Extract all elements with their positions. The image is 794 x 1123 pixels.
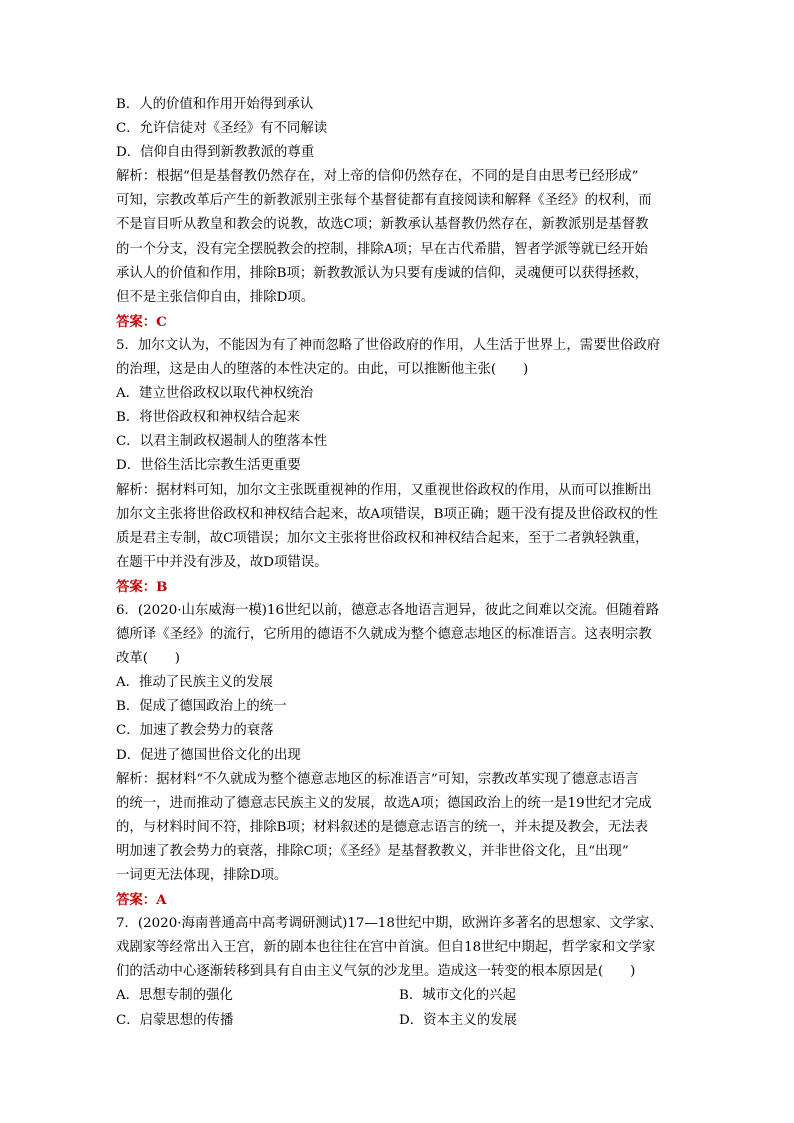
analysis-line: 解析：根据“但是基督教仍然存在，对上帝的信仰仍然存在，不同的是自由思考已经形成”	[116, 169, 639, 185]
option-c: C．启蒙思想的传播	[116, 1012, 234, 1028]
question-stem-line: 6．(2020·山东威海一模)16世纪以前，德意志各地语言迥异，彼此之间难以交流。但随着路	[116, 602, 660, 618]
option-line: C．以君主制政权遏制人的堕落本性	[116, 434, 328, 450]
analysis-line: 的一个分支，没有完全摆脱教会的控制，排除A项；早在古代希腊，智者学派等就已经开始	[116, 241, 648, 257]
analysis-line: 在题干中并没有涉及，故D项错误。	[116, 554, 328, 570]
option-a: A．思想专制的强化	[116, 988, 233, 1004]
analysis-line: 一词更无法体现，排除D项。	[116, 868, 288, 883]
answer-label: 答案：C	[116, 313, 167, 330]
question-stem-line: 戏剧家等经常出入王宫，新的剧本也往往在宫中首演。但自18世纪中期起，哲学家和文学家	[116, 940, 656, 956]
option-line: A．建立世俗政权以取代神权统治	[116, 386, 314, 402]
answer-label: 答案：A	[116, 892, 167, 909]
option-row	[116, 984, 682, 1008]
option-line: B．促成了德国政治上的统一	[116, 699, 287, 715]
analysis-line: 解析：据材料“不久就成为整个德意志地区的标准语言”可知，宗教改革实现了德意志语言	[116, 771, 639, 787]
question-stem-line: 德所译《圣经》的流行，它所用的德语不久就成为整个德意志地区的标准语言。这表明宗教	[116, 627, 652, 643]
option-line: D．信仰自由得到新教教派的尊重	[116, 145, 315, 161]
question-stem-line: 7．(2020·海南普通高中高考调研测试)17—18世纪中期，欧洲许多著名的思想家、文学家、	[116, 916, 663, 932]
option-line: D．促进了德国世俗文化的出现	[116, 747, 301, 763]
question-content	[116, 93, 682, 1033]
answer-label: 答案：B	[116, 578, 168, 595]
question-stem-line: 的治理，这是由人的堕落的本性决定的。由此，可以推断他主张( )	[116, 362, 529, 378]
analysis-line: 不是盲目听从教皇和教会的说教，故选C项；新教承认基督教仍然存在，新教派别是基督教	[116, 217, 649, 233]
analysis-line: 可知，宗教改革后产生的新教派别主张每个基督徒都有直接阅读和解释《圣经》的权利，而	[116, 193, 652, 209]
analysis-line: 加尔文主张将世俗政权和神权结合起来，故A项错误，B项正确；题干没有提及世俗政权的性	[116, 506, 658, 522]
analysis-line: 的，与材料时间不符，排除B项；材料叙述的是德意志语言的统一，并未提及教会，无法表	[116, 819, 649, 835]
option-line: B．将世俗政权和神权结合起来	[116, 410, 300, 426]
question-stem-line: 5．加尔文认为，不能因为有了神而忽略了世俗政府的作用，人生活于世界上，需要世俗政府	[116, 337, 661, 353]
option-line: D．世俗生活比宗教生活更重要	[116, 458, 301, 474]
option-d: D．资本主义的发展	[399, 1012, 517, 1028]
analysis-line: 承认人的价值和作用，排除B项；新教教派认为只要有虔诚的信仰，灵魂便可以获得拯救，	[116, 265, 649, 281]
option-line: A．推动了民族主义的发展	[116, 675, 273, 691]
question-stem-line: 改革( )	[116, 651, 181, 667]
option-line: B．人的价值和作用开始得到承认	[116, 97, 314, 112]
analysis-line: 解析：据材料可知，加尔文主张既重视神的作用，又重视世俗政权的作用，从而可以推断出	[116, 482, 652, 498]
option-line: C．允许信徒对《圣经》有不同解读	[116, 121, 328, 137]
option-row	[116, 1009, 682, 1033]
analysis-line: 质是君主专制，故C项错误；加尔文主张将世俗政权和神权结合起来，至于二者孰轻孰重，	[116, 530, 649, 546]
option-line: C．加速了教会势力的衰落	[116, 723, 274, 739]
option-b: B．城市文化的兴起	[399, 988, 516, 1004]
analysis-line: 的统一，进而推动了德意志民族主义的发展，故选A项；德国政治上的统一是19世纪才完成	[116, 795, 652, 811]
question-stem-line: 们的活动中心逐渐转移到具有自由主义气氛的沙龙里。造成这一转变的根本原因是( )	[116, 964, 636, 980]
analysis-line: 但不是主张信仰自由，排除D项。	[116, 289, 315, 305]
analysis-line: 明加速了教会势力的衰落，排除C项；《圣经》是基督教教义，并非世俗文化，且“出现”	[116, 843, 629, 859]
